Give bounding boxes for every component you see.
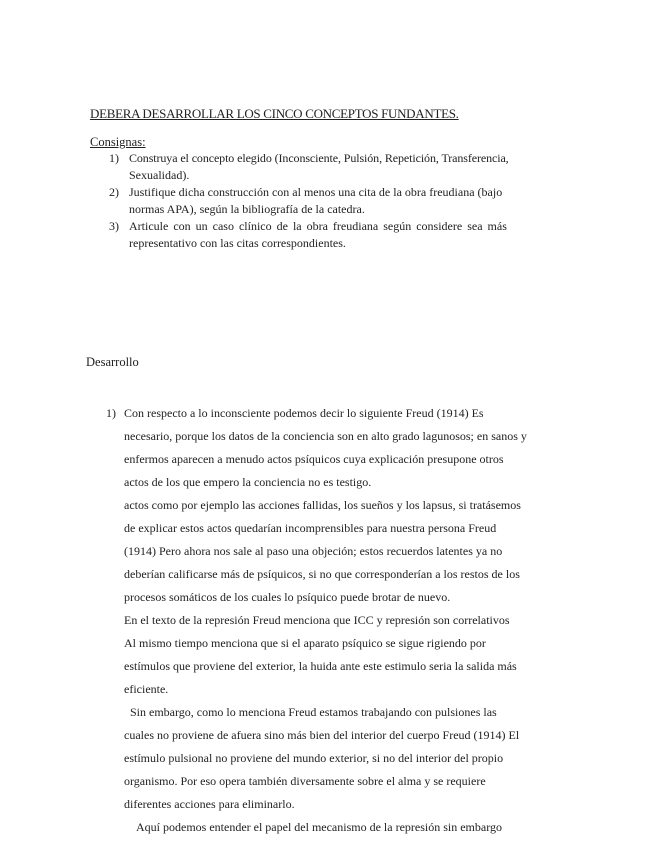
consigna-text-line: normas APA), según la bibliografía de la catedra. (129, 202, 365, 216)
body-line: de explicar estos actos quedarían incomprensibles para nuestra persona Freud (124, 521, 497, 535)
consignas-list (109, 150, 549, 252)
paragraph-number: 1) (106, 406, 116, 420)
body-line: deberían calificarse más de psíquicos, si no que corresponderían a los restos de los (124, 567, 520, 581)
body-line: Sin embargo, como lo menciona Freud estamos trabajando con pulsiones las (130, 705, 497, 719)
body-line: estímulos que proviene del exterior, la huida ante este estimulo seria la salida más (124, 659, 517, 673)
body-line: Al mismo tiempo menciona que si el aparato psíquico se sigue rigiendo por (124, 636, 486, 650)
consigna-number: 3) (109, 219, 119, 233)
consigna-item (109, 184, 549, 218)
body-line: En el texto de la represión Freud menciona que ICC y represión son correlativos (124, 613, 510, 627)
body-line: necesario, porque los datos de la conciencia son en alto grado lagunosos; en sanos y (124, 429, 527, 443)
body-line: actos de los que empero la conciencia no es testigo. (124, 475, 372, 489)
body-text (124, 402, 539, 839)
consigna-number: 2) (109, 185, 119, 199)
consigna-item (109, 218, 549, 252)
body-line: procesos somáticos de los cuales lo psíquico puede brotar de nuevo. (124, 590, 451, 604)
body-line: cuales no proviene de afuera sino más bien del interior del cuerpo Freud (1914) El (124, 728, 520, 742)
body-line: organismo. Por eso opera también diversamente sobre el alma y se requiere (124, 774, 486, 788)
consigna-text-line: Articule con un caso clínico de la obra freudiana según considere sea más (129, 219, 507, 233)
consigna-item (109, 150, 549, 184)
assignment-heading: DEBERA DESARROLLAR LOS CINCO CONCEPTOS FUNDANTES. (90, 106, 459, 121)
body-line: diferentes acciones para eliminarlo. (124, 797, 295, 811)
consigna-text-line: Sexualidad). (129, 168, 190, 182)
body-line: enfermos aparecen a menudo actos psíquicos cuya explicación presupone otros (124, 452, 504, 466)
consignas-label: Consignas: (90, 135, 146, 149)
body-line: eficiente. (124, 682, 169, 696)
desarrollo-title: Desarrollo (86, 355, 139, 369)
consigna-text-line: Justifique dicha construcción con al menos una cita de la obra freudiana (bajo (129, 185, 503, 199)
body-line: Con respecto a lo inconsciente podemos decir lo siguiente Freud (1914) Es (124, 406, 484, 420)
body-line: estímulo pulsional no proviene del mundo exterior, si no del interior del propio (124, 751, 504, 765)
body-line: Aquí podemos entender el papel del mecanismo de la represión sin embargo (136, 820, 502, 834)
consigna-number: 1) (109, 151, 119, 165)
consigna-text-line: representativo con las citas correspondientes. (129, 236, 346, 250)
body-line: actos como por ejemplo las acciones fallidas, los sueños y los lapsus, si tratásemos (124, 498, 521, 512)
body-line: (1914) Pero ahora nos sale al paso una objeción; estos recuerdos latentes ya no (124, 544, 503, 558)
consigna-text-line: Construya el concepto elegido (Inconsciente, Pulsión, Repetición, Transferencia, (129, 151, 509, 165)
